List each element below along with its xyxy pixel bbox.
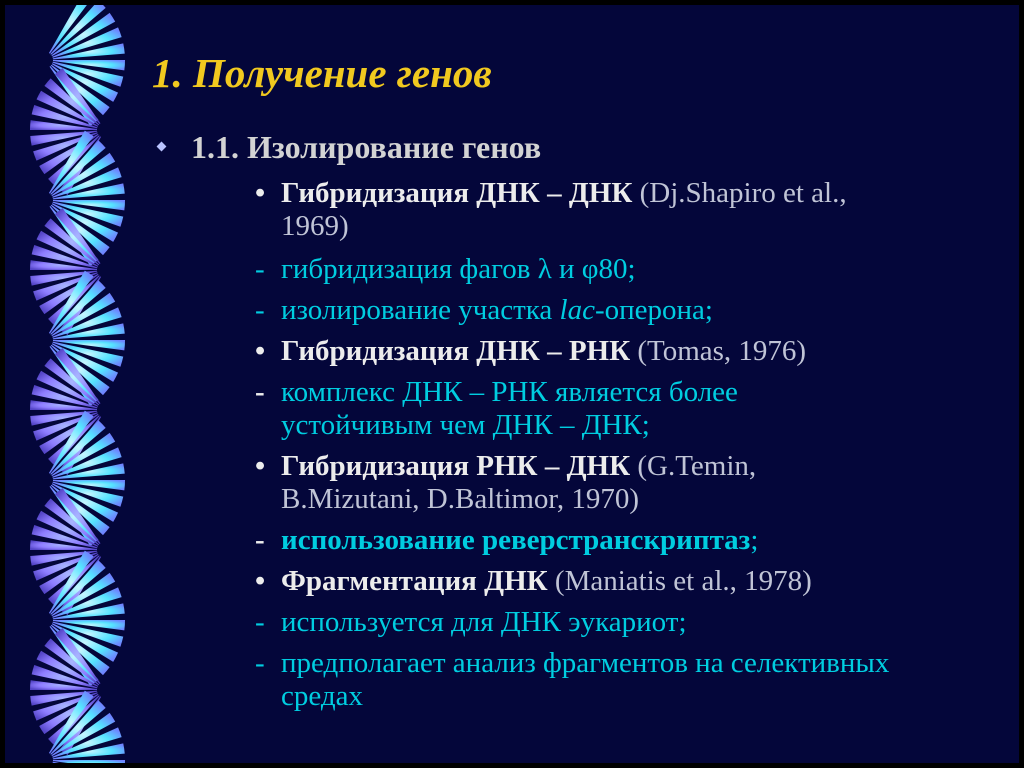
item-text: гибридизация фагов λ и φ80;	[281, 253, 636, 285]
item-text: используется для ДНК эукариот;	[281, 606, 687, 638]
item-citation: (Tomas, 1976)	[630, 335, 807, 367]
list-item-hybrid-dna-dna	[255, 177, 847, 210]
dash-marker: -	[255, 524, 265, 556]
list-item-lac-operon	[255, 294, 713, 327]
dna-helix-icon	[5, 5, 140, 763]
dash-marker: -	[255, 253, 265, 285]
helix-segment	[53, 760, 125, 763]
bullet-marker: •	[255, 565, 266, 597]
item-text-bold: использование реверстранскриптаз	[281, 524, 751, 556]
list-item-continuation	[255, 680, 363, 713]
item-text-post: -оперона;	[594, 294, 713, 326]
item-text: предполагает анализ фрагментов на селективных	[281, 647, 890, 679]
section-heading-text: 1.1. Изолирование генов	[191, 129, 542, 165]
list-item-reverse-transcriptase	[255, 524, 758, 557]
item-citation: (G.Temin,	[630, 450, 757, 482]
item-citation: (Maniatis et al., 1978)	[547, 565, 812, 597]
bullet-marker: •	[255, 450, 266, 482]
item-heading: Гибридизация ДНК – РНК	[281, 335, 631, 367]
slide-title: 1. Получение генов	[152, 50, 492, 96]
item-heading: Фрагментация ДНК	[281, 565, 548, 597]
dash-marker: -	[255, 606, 265, 638]
list-item-complex-stability	[255, 376, 738, 409]
item-text: комплекс ДНК – РНК является более	[281, 376, 738, 408]
list-item-selective-media	[255, 647, 889, 680]
item-heading: Гибридизация РНК – ДНК	[281, 450, 631, 482]
list-item-continuation	[255, 483, 639, 516]
dash-marker: -	[255, 376, 265, 408]
item-text-pre: изолирование участка	[281, 294, 560, 326]
item-text-cont: средах	[281, 680, 363, 712]
item-text-cont: устойчивым чем ДНК – ДНК;	[281, 409, 650, 441]
list-item-hybrid-dna-rna	[255, 335, 806, 368]
list-item-continuation	[255, 210, 349, 243]
item-citation: (Dj.Shapiro et al.,	[632, 177, 847, 209]
list-item-hybrid-rna-dna	[255, 450, 756, 483]
list-item-eukaryotes	[255, 606, 687, 639]
item-heading: Гибридизация ДНК – ДНК	[281, 177, 633, 209]
bullet-marker: •	[255, 177, 266, 209]
helix-fan-right	[49, 691, 125, 763]
list-item-continuation	[255, 409, 650, 442]
list-item-dna-fragmentation	[255, 565, 812, 598]
item-citation-cont: 1969)	[281, 210, 349, 242]
diamond-bullet-icon	[157, 142, 167, 152]
bullet-marker: •	[255, 335, 266, 367]
list-item-phage-hybridization	[255, 253, 636, 286]
dash-marker: -	[255, 294, 265, 326]
item-text-italic: lac	[559, 294, 595, 326]
item-text-tail: ;	[750, 524, 759, 556]
dash-marker: -	[255, 647, 265, 679]
item-citation-cont: B.Mizutani, D.Baltimor, 1970)	[281, 483, 640, 515]
slide	[5, 5, 1019, 763]
